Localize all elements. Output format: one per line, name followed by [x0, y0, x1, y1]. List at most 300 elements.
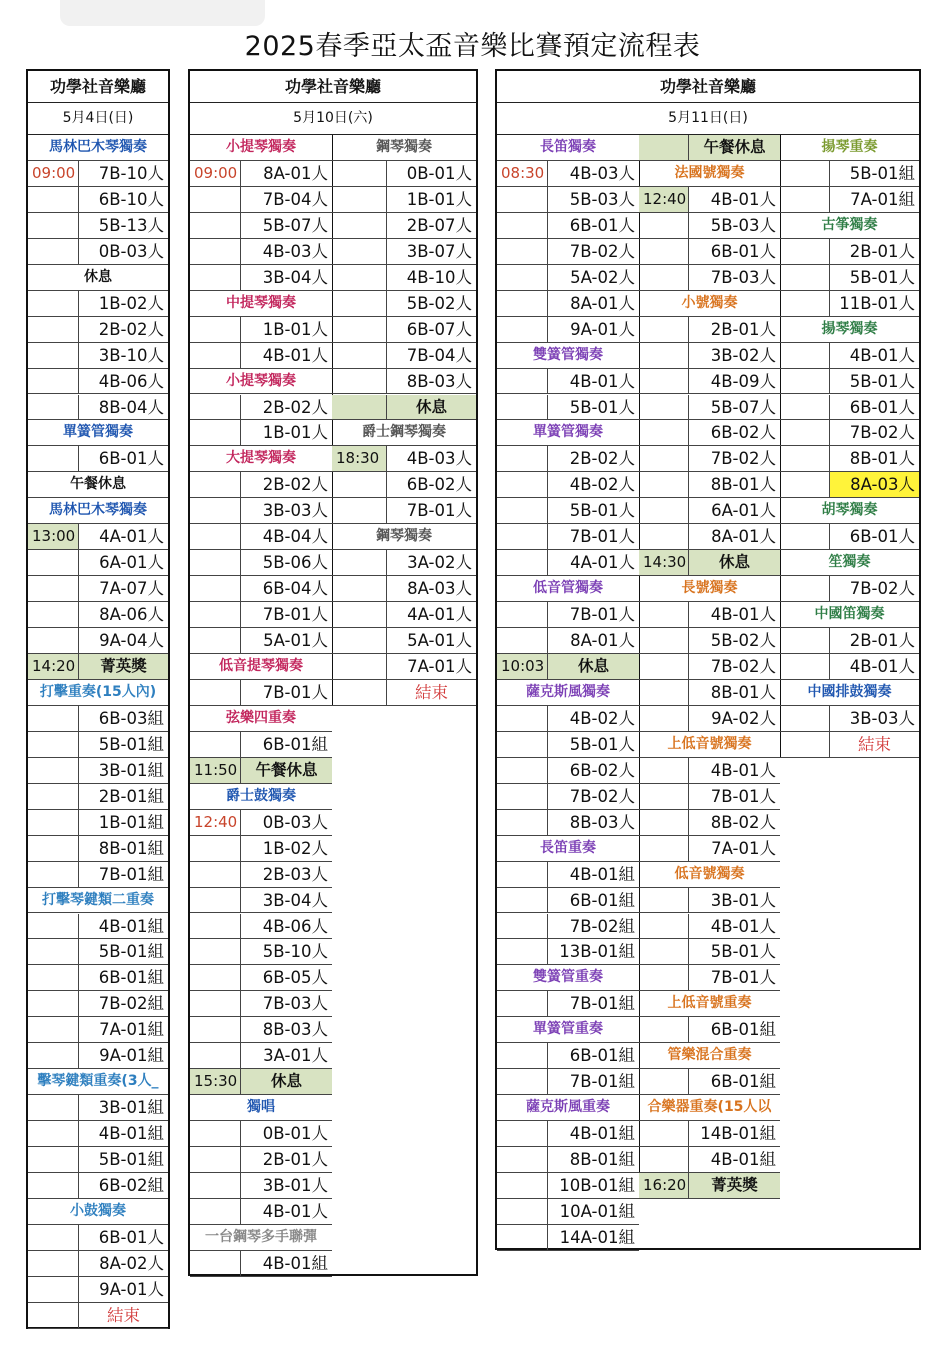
entry-value: 8B-03人	[386, 369, 476, 394]
time-cell	[190, 1043, 240, 1068]
time-cell	[780, 446, 829, 471]
section-title: 薩克斯風獨奏	[526, 683, 610, 700]
section-title: 鋼琴獨奏	[376, 139, 432, 155]
entry-row	[639, 369, 780, 395]
entry-value: 5B-03人	[688, 213, 780, 238]
section-header	[190, 654, 332, 680]
time-cell	[780, 654, 829, 679]
entry-value: 8B-02人	[688, 810, 780, 835]
entry-value: 3B-10人	[78, 343, 168, 368]
time-cell	[332, 472, 386, 497]
entry-row	[28, 991, 168, 1017]
entry-row	[190, 914, 332, 940]
entry-row	[190, 836, 332, 862]
time-cell	[639, 395, 688, 420]
section-header	[28, 420, 168, 446]
section-title: 法國號獨奏	[674, 164, 745, 181]
time-cell	[28, 939, 78, 964]
break-row	[190, 1069, 332, 1095]
entry-value: 4B-01人	[240, 343, 332, 368]
time-cell	[497, 1147, 547, 1172]
time-cell	[28, 291, 78, 316]
entry-value: 7B-04人	[386, 343, 476, 368]
entry-value: 8A-01人	[240, 161, 332, 186]
section-title: 馬林巴木琴獨奏	[49, 139, 147, 155]
section-header	[332, 524, 476, 550]
entry-row	[639, 784, 780, 810]
entry-row	[780, 239, 919, 265]
section-header	[780, 498, 919, 524]
entry-value: 4B-01人	[829, 654, 919, 679]
time-cell	[780, 420, 829, 445]
time-cell	[332, 628, 386, 653]
time-cell	[28, 1043, 78, 1068]
entry-row	[28, 187, 168, 213]
time-cell	[28, 317, 78, 342]
time-cell	[639, 1121, 688, 1146]
section-header	[780, 602, 919, 628]
time-cell	[639, 317, 688, 342]
entry-row	[332, 446, 476, 472]
time-cell	[332, 317, 386, 342]
section-title: 雙簧管獨奏	[533, 346, 603, 363]
entry-value: 5B-06人	[240, 550, 332, 575]
time-cell	[780, 732, 829, 757]
entry-value: 7B-01人	[688, 784, 780, 809]
status-bar-remnant	[60, 0, 265, 26]
time-cell	[497, 239, 547, 264]
section-title: 馬林巴木琴獨奏	[49, 502, 147, 519]
entry-value: 4B-01組	[78, 914, 168, 939]
time-cell	[639, 369, 688, 394]
entry-row	[497, 1199, 639, 1225]
entry-value: 7B-01人	[240, 680, 332, 705]
section-title: 單簧管重奏	[533, 1021, 603, 1038]
time-cell	[639, 420, 688, 445]
entry-value: 4B-10人	[386, 265, 476, 290]
entry-row	[639, 1121, 780, 1147]
entry-value: 2B-01人	[829, 239, 919, 264]
time-cell	[497, 524, 547, 549]
entry-row	[190, 239, 332, 265]
entry-value: 6B-04人	[240, 576, 332, 601]
entry-value: 0B-01人	[240, 1121, 332, 1146]
section-title: 小提琴獨奏	[226, 372, 296, 389]
entry-value: 6B-01人	[688, 239, 780, 264]
entry-row	[639, 317, 780, 343]
time-cell	[497, 1173, 547, 1198]
time-cell	[497, 187, 547, 212]
entry-value: 8A-03人	[829, 472, 919, 497]
time-cell: 14:30	[639, 550, 688, 575]
entry-row	[497, 888, 639, 914]
section-title: 長號獨奏	[681, 580, 738, 597]
time-cell	[639, 706, 688, 731]
entry-row	[332, 576, 476, 602]
time-cell	[28, 239, 78, 264]
entry-value: 4B-06人	[240, 914, 332, 939]
section-title: 弦樂四重奏	[226, 709, 296, 726]
entry-value: 6B-01人	[547, 213, 639, 238]
entry-value: 3B-04人	[240, 888, 332, 913]
time-cell	[497, 1069, 547, 1094]
time-cell	[190, 628, 240, 653]
time-cell	[28, 758, 78, 783]
entry-row	[497, 758, 639, 784]
time-cell	[639, 498, 688, 523]
schedule-table-may10	[188, 69, 478, 1276]
entry-value: 6B-01人	[78, 1225, 168, 1250]
section-title: 長笛獨奏	[540, 139, 596, 155]
entry-value: 7B-02人	[688, 446, 780, 471]
entry-row	[497, 810, 639, 836]
entry-row	[28, 706, 168, 732]
entry-value: 7A-01人	[688, 836, 780, 861]
break-label: 菁英獎	[78, 654, 168, 679]
section-title: 擊琴鍵類重奏(3人_	[37, 1073, 159, 1090]
time-cell	[497, 628, 547, 653]
time-cell	[639, 524, 688, 549]
entry-row	[639, 602, 780, 628]
entry-value: 6B-01組	[688, 1017, 780, 1042]
entry-value: 8B-01人	[688, 472, 780, 497]
section-title: 爵士鼓獨奏	[226, 787, 296, 804]
time-cell	[190, 939, 240, 964]
time-cell	[332, 343, 386, 368]
time-cell	[780, 369, 829, 394]
time-cell	[639, 680, 688, 705]
time-cell	[190, 862, 240, 887]
time-cell	[190, 1017, 240, 1042]
section-title: 單簧管獨奏	[63, 424, 133, 441]
section-header	[190, 784, 332, 810]
entry-row	[497, 291, 639, 317]
entry-value: 8A-01人	[547, 628, 639, 653]
time-cell	[190, 213, 240, 238]
entry-value: 6B-01組	[78, 965, 168, 990]
entry-row	[639, 265, 780, 291]
section-header	[28, 1069, 168, 1095]
time-cell	[28, 446, 78, 471]
entry-value: 5A-02人	[547, 265, 639, 290]
entry-row	[190, 213, 332, 239]
entry-value: 4B-01組	[547, 862, 639, 887]
time-cell	[28, 576, 78, 601]
entry-value: 7B-02人	[829, 576, 919, 601]
entry-value: 3B-01人	[688, 888, 780, 913]
time-cell	[332, 395, 386, 420]
entry-row	[190, 1121, 332, 1147]
time-cell	[332, 602, 386, 627]
entry-row	[497, 784, 639, 810]
time-cell	[332, 498, 386, 523]
entry-row	[780, 654, 919, 680]
section-title: 上低音號獨奏	[667, 735, 752, 752]
entry-value: 2B-01人	[240, 1147, 332, 1172]
entry-row	[497, 1069, 639, 1095]
entry-value: 5B-07人	[240, 213, 332, 238]
section-header	[28, 265, 168, 291]
entry-value: 8B-03人	[240, 1017, 332, 1042]
entry-row	[497, 265, 639, 291]
time-cell: 08:30	[501, 163, 545, 182]
entry-value: 9A-01組	[78, 1043, 168, 1068]
entry-row	[780, 446, 919, 472]
time-cell	[639, 1069, 688, 1094]
entry-row	[497, 1173, 639, 1199]
entry-row	[497, 239, 639, 265]
time-cell	[28, 1173, 78, 1198]
entry-value: 4B-01人	[547, 369, 639, 394]
entry-value: 3B-01人	[240, 1173, 332, 1198]
entry-value: 7B-01人	[547, 602, 639, 627]
entry-value: 7B-02人	[688, 654, 780, 679]
time-cell: 18:30	[332, 446, 386, 471]
time-cell	[190, 836, 240, 861]
entry-row	[780, 161, 919, 187]
section-title: 揚琴重奏	[821, 139, 878, 155]
entry-row	[497, 939, 639, 965]
time-cell: 10:03	[497, 654, 547, 679]
entry-row	[190, 265, 332, 291]
entry-row	[190, 991, 332, 1017]
entry-value: 5B-10人	[240, 939, 332, 964]
entry-row	[332, 343, 476, 369]
entry-value: 7A-01組	[829, 187, 919, 212]
time-cell	[639, 1017, 688, 1042]
entry-value: 2B-01人	[829, 628, 919, 653]
break-label: 午餐休息	[240, 758, 332, 783]
section-title: 中國笛獨奏	[814, 606, 885, 623]
entry-row	[28, 758, 168, 784]
break-label: 休息	[386, 395, 476, 420]
time-cell	[639, 472, 688, 497]
entry-value: 5A-01人	[386, 628, 476, 653]
entry-value: 4A-01人	[78, 524, 168, 549]
entry-value: 8B-01組	[78, 836, 168, 861]
entry-row	[497, 187, 639, 213]
break-row	[639, 135, 780, 161]
section-title: 合樂器重奏(15人以	[647, 1099, 772, 1116]
entry-value: 6B-01組	[240, 732, 332, 757]
time-cell	[332, 550, 386, 575]
end-marker	[780, 732, 919, 758]
time-cell	[639, 239, 688, 264]
entry-row	[639, 810, 780, 836]
time-cell	[497, 862, 547, 887]
time-cell	[780, 576, 829, 601]
entry-value: 14A-01組	[547, 1225, 639, 1250]
time-cell	[28, 1147, 78, 1172]
break-row	[639, 1173, 780, 1199]
entry-value: 4A-01人	[547, 550, 639, 575]
time-cell	[190, 888, 240, 913]
entry-value: 3B-07人	[386, 239, 476, 264]
time-cell	[190, 343, 240, 368]
section-title: 胡琴獨奏	[821, 502, 878, 519]
time-cell	[28, 1225, 78, 1250]
date-header: 5月4日(日)	[28, 103, 168, 135]
entry-row	[28, 1251, 168, 1277]
entry-row	[497, 862, 639, 888]
section-header	[497, 836, 639, 862]
entry-row	[190, 472, 332, 498]
entry-row	[28, 1095, 168, 1121]
entry-row	[497, 602, 639, 628]
entry-row	[780, 369, 919, 395]
section-header	[28, 498, 168, 524]
entry-value: 2B-02人	[240, 472, 332, 497]
entry-value: 4B-09人	[688, 369, 780, 394]
time-cell: 14:20	[28, 654, 78, 679]
time-cell	[28, 550, 78, 575]
time-cell	[28, 343, 78, 368]
entry-value: 6B-02人	[688, 420, 780, 445]
entry-row	[28, 602, 168, 628]
entry-value: 3B-03人	[829, 706, 919, 731]
entry-row	[639, 965, 780, 991]
time-cell	[332, 576, 386, 601]
entry-row	[28, 1277, 168, 1303]
entry-row	[190, 317, 332, 343]
entry-row	[28, 343, 168, 369]
entry-row	[332, 239, 476, 265]
time-cell	[28, 187, 78, 212]
entry-row	[28, 914, 168, 940]
time-cell	[780, 706, 829, 731]
entry-value: 8A-03人	[386, 576, 476, 601]
time-cell	[497, 991, 547, 1016]
entry-row	[332, 265, 476, 291]
section-title: 一台鋼琴多手聯彈	[205, 1228, 317, 1245]
entry-row	[190, 810, 332, 836]
entry-value: 9A-04人	[78, 628, 168, 653]
entry-row	[28, 810, 168, 836]
entry-row	[190, 939, 332, 965]
time-cell	[639, 939, 688, 964]
entry-row	[332, 472, 476, 498]
break-label: 休息	[240, 1069, 332, 1094]
entry-row	[780, 291, 919, 317]
time-cell	[190, 265, 240, 290]
venue-header: 功學社音樂廳	[28, 71, 168, 103]
time-cell	[190, 732, 240, 757]
time-cell: 12:40	[194, 812, 238, 831]
break-row	[190, 758, 332, 784]
entry-value: 5A-01人	[240, 628, 332, 653]
entry-row	[28, 161, 168, 187]
entry-row	[639, 524, 780, 550]
time-cell	[497, 265, 547, 290]
entry-row	[639, 914, 780, 940]
section-header	[639, 1043, 780, 1069]
entry-row	[639, 498, 780, 524]
entry-row	[497, 550, 639, 576]
time-cell	[497, 213, 547, 238]
schedule-table-may4	[26, 69, 170, 1329]
time-cell	[639, 628, 688, 653]
entry-row	[497, 446, 639, 472]
time-cell	[332, 654, 386, 679]
section-header	[190, 291, 332, 317]
entry-value: 8B-01人	[688, 680, 780, 705]
section-header	[497, 576, 639, 602]
time-cell	[497, 784, 547, 809]
entry-value: 6B-10人	[78, 187, 168, 212]
entry-row	[497, 1147, 639, 1173]
section-header	[190, 1225, 332, 1251]
time-cell	[28, 395, 78, 420]
time-cell	[28, 1017, 78, 1042]
entry-value: 7B-01組	[78, 862, 168, 887]
section-title: 爵士鋼琴獨奏	[362, 424, 446, 441]
entry-value: 4B-01組	[688, 1147, 780, 1172]
entry-value: 1B-01人	[386, 187, 476, 212]
time-cell	[639, 888, 688, 913]
time-cell	[639, 810, 688, 835]
time-cell	[190, 965, 240, 990]
entry-row	[639, 1147, 780, 1173]
entry-row	[639, 213, 780, 239]
time-cell	[28, 369, 78, 394]
entry-value: 8B-04人	[78, 395, 168, 420]
section-header	[780, 550, 919, 576]
entry-value: 8B-01組	[547, 1147, 639, 1172]
time-cell	[28, 991, 78, 1016]
time-cell	[780, 265, 829, 290]
time-cell	[497, 1043, 547, 1068]
section-header	[639, 991, 780, 1017]
section-title: 低音提琴獨奏	[219, 658, 303, 674]
section-title: 笙獨奏	[828, 554, 871, 571]
time-cell	[497, 602, 547, 627]
time-cell	[497, 914, 547, 939]
entry-value: 7A-07人	[78, 576, 168, 601]
entry-row	[497, 498, 639, 524]
time-cell	[497, 706, 547, 731]
entry-value: 2B-03人	[240, 862, 332, 887]
entry-row	[780, 343, 919, 369]
entry-row	[190, 862, 332, 888]
entry-value: 4B-03人	[386, 446, 476, 471]
entry-value: 7B-10人	[78, 161, 168, 186]
section-header	[780, 135, 919, 161]
time-cell	[639, 784, 688, 809]
entry-row	[332, 369, 476, 395]
entry-value: 9A-01人	[547, 317, 639, 342]
entry-value: 2B-02人	[240, 395, 332, 420]
entry-value: 5B-01組	[78, 732, 168, 757]
entry-value: 7B-02人	[547, 784, 639, 809]
time-cell	[332, 369, 386, 394]
time-cell: 16:20	[639, 1173, 688, 1198]
end-label: 結束	[78, 1303, 168, 1328]
entry-row	[28, 939, 168, 965]
time-cell: 13:00	[28, 524, 78, 549]
break-row	[639, 550, 780, 576]
entry-value: 7B-02人	[547, 239, 639, 264]
time-cell	[28, 810, 78, 835]
entry-row	[639, 628, 780, 654]
entry-value: 7B-01組	[547, 1069, 639, 1094]
time-cell	[190, 317, 240, 342]
venue-header: 功學社音樂廳	[497, 71, 919, 103]
entry-row	[639, 888, 780, 914]
section-header	[332, 135, 476, 161]
section-header	[497, 343, 639, 369]
entry-row	[639, 654, 780, 680]
entry-row	[190, 343, 332, 369]
